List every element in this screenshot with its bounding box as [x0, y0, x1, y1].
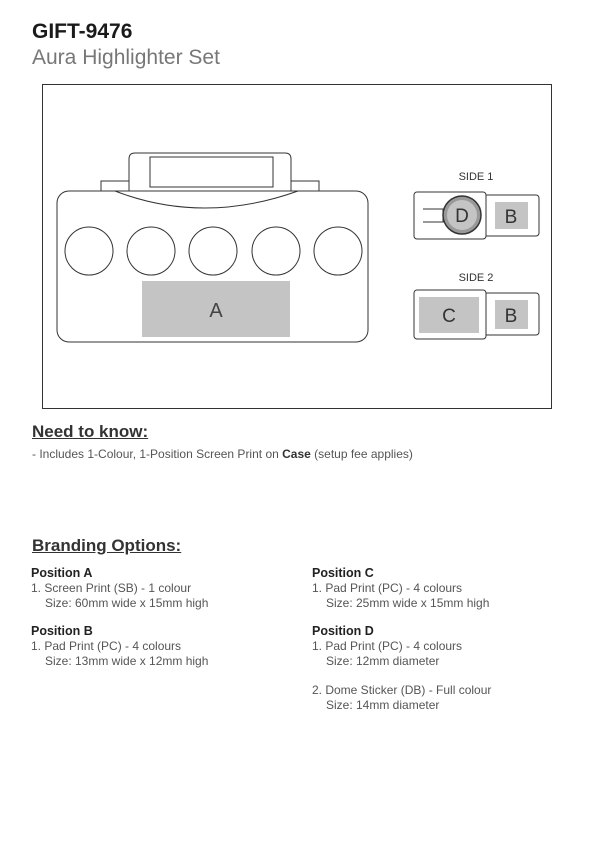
need-to-know-text	[32, 447, 413, 461]
highlighter-set-illustration	[43, 85, 553, 410]
position-c-label: C	[442, 306, 456, 327]
position-a-label: A	[209, 300, 223, 322]
position-c-title: Position C	[312, 566, 374, 580]
position-c-block	[312, 566, 572, 611]
position-d-method-1: 1. Pad Print (PC) - 4 colours	[312, 639, 463, 653]
position-d-size-1: Size: 12mm diameter	[326, 654, 440, 668]
product-code: GIFT-9476	[32, 20, 133, 43]
position-a-method: 1. Screen Print (SB) - 1 colour	[31, 581, 192, 595]
position-c-size: Size: 25mm wide x 15mm high	[326, 596, 490, 610]
position-b-title: Position B	[31, 624, 93, 638]
case-clip-left	[101, 181, 129, 191]
branding-column-left	[31, 566, 291, 682]
highlighter-cap-4	[252, 227, 300, 275]
highlighter-cap-2	[127, 227, 175, 275]
side-1-label: SIDE 1	[458, 171, 494, 183]
branding-column-right	[312, 566, 572, 726]
need-to-know-prefix: - Includes 1-Colour, 1-Position Screen Print on	[32, 447, 283, 461]
position-b-label-side-2: B	[504, 306, 518, 327]
case-clip-right	[291, 181, 319, 191]
position-a-title: Position A	[31, 566, 93, 580]
position-d-size-2: Size: 14mm diameter	[326, 698, 440, 712]
side-2-label: SIDE 2	[458, 272, 494, 284]
position-d-block	[312, 624, 572, 713]
position-b-size: Size: 13mm wide x 12mm high	[45, 654, 209, 668]
position-a-block	[31, 566, 291, 611]
position-d-method-2: 2. Dome Sticker (DB) - Full colour	[312, 683, 492, 697]
position-c-method: 1. Pad Print (PC) - 4 colours	[312, 581, 463, 595]
highlighter-cap-3	[189, 227, 237, 275]
position-b-label-side-1: B	[504, 207, 518, 228]
product-name: Aura Highlighter Set	[32, 46, 220, 69]
highlighter-cap-5	[314, 227, 362, 275]
need-to-know-bold: Case	[282, 447, 311, 461]
position-a-size: Size: 60mm wide x 15mm high	[45, 596, 209, 610]
branding-options-heading: Branding Options:	[32, 536, 182, 555]
position-b-method: 1. Pad Print (PC) - 4 colours	[31, 639, 182, 653]
position-b-block	[31, 624, 291, 669]
need-to-know-suffix: (setup fee applies)	[310, 447, 413, 461]
product-diagram	[42, 84, 552, 409]
case-lid-window	[150, 157, 273, 187]
position-d-label: D	[455, 206, 469, 227]
highlighter-cap-1	[65, 227, 113, 275]
position-d-title: Position D	[312, 624, 374, 638]
need-to-know-heading: Need to know:	[32, 422, 149, 441]
